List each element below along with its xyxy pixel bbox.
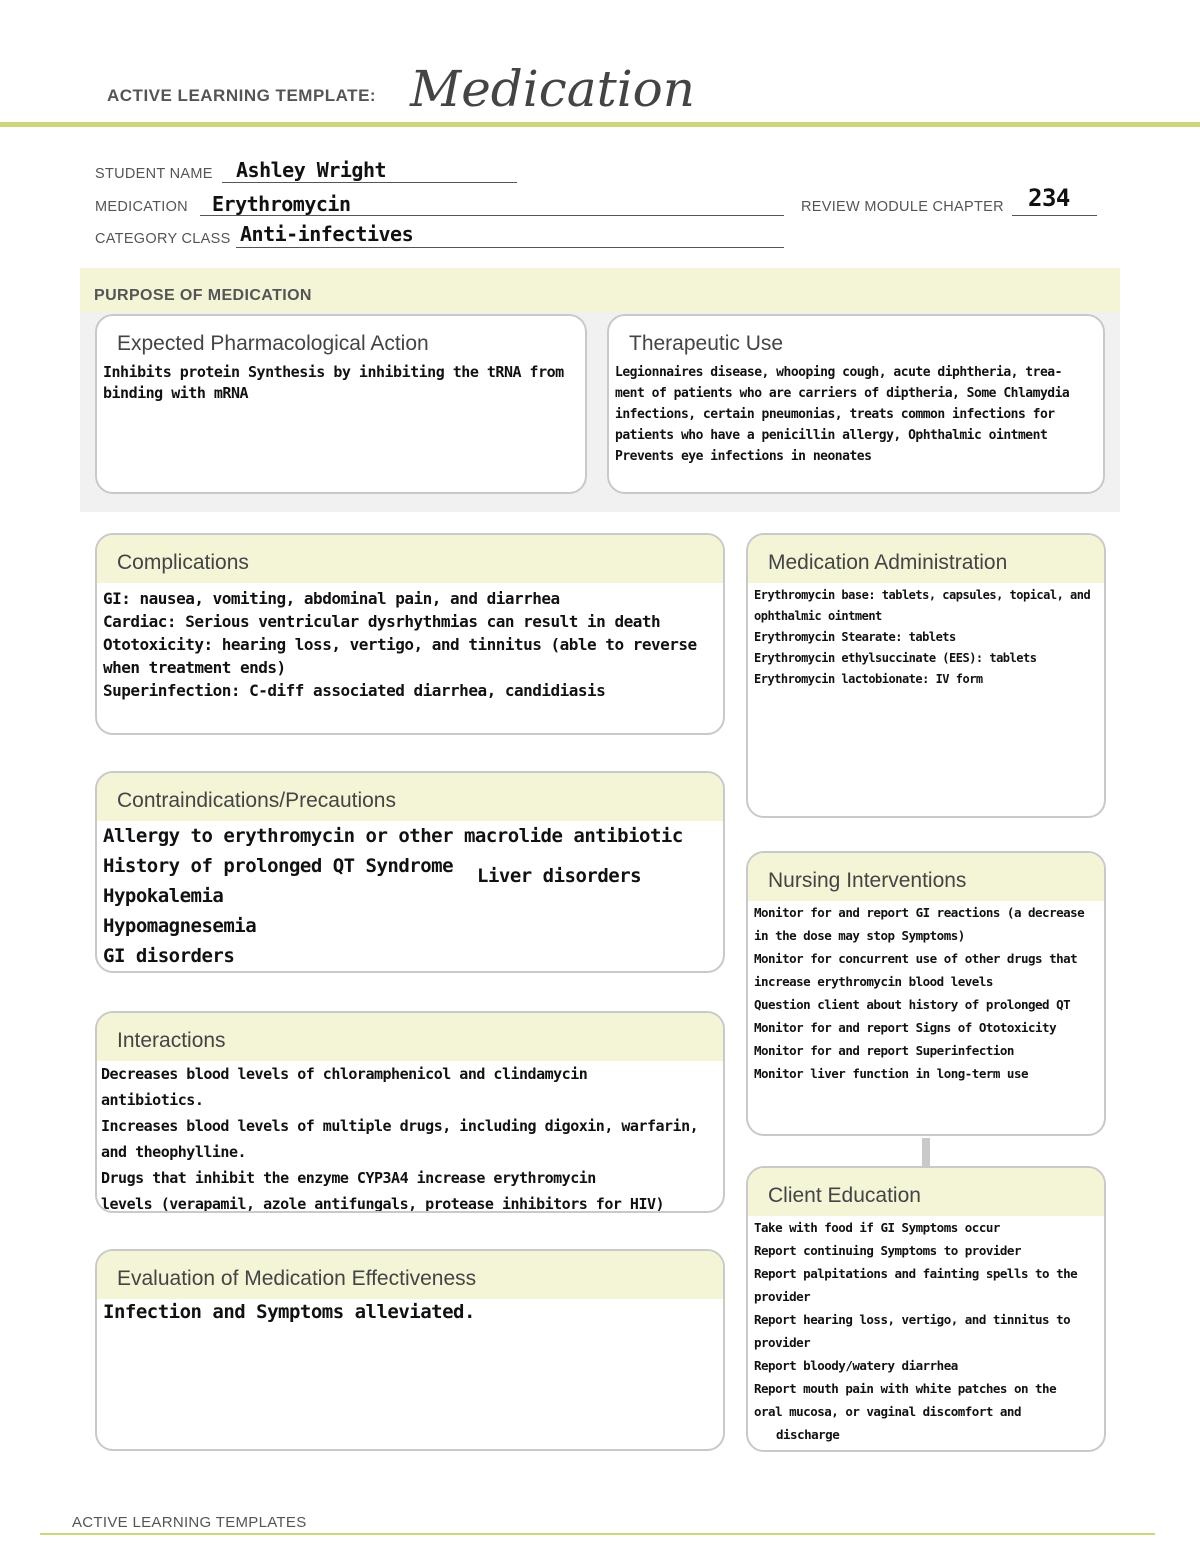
interactions-box[interactable] xyxy=(95,1011,725,1213)
text-line: when treatment ends) xyxy=(103,658,286,677)
text-line: Monitor for concurrent use of other drugs that xyxy=(754,951,1078,966)
text-line: in the dose may stop Symptoms) xyxy=(754,928,965,943)
text-line: binding with mRNA xyxy=(103,384,249,402)
evaluation-text xyxy=(103,1297,717,1327)
text-line: Cardiac: Serious ventricular dysrhythmias can result in death xyxy=(103,612,661,631)
text-line: increase erythromycin blood levels xyxy=(754,974,993,989)
review-chapter-line xyxy=(1012,215,1097,216)
text-line: Erythromycin Stearate: tablets xyxy=(754,630,956,644)
text-line: Monitor liver function in long-term use xyxy=(754,1066,1028,1081)
connector-bar xyxy=(922,1138,930,1166)
med-admin-text xyxy=(754,585,1098,690)
template-label: ACTIVE LEARNING TEMPLATE: xyxy=(107,86,377,105)
text-line: provider xyxy=(754,1335,811,1350)
contraindications-box[interactable] xyxy=(95,771,725,973)
text-line: Report mouth pain with white patches on the xyxy=(754,1381,1057,1396)
text-line: Monitor for and report GI reactions (a decrease xyxy=(754,905,1085,920)
text-line: Erythromycin lactobionate: IV form xyxy=(754,672,983,686)
therapeutic-use-title: Therapeutic Use xyxy=(629,332,784,355)
complications-title: Complications xyxy=(117,551,249,574)
category-label: CATEGORY CLASS xyxy=(95,231,231,247)
text-line: Erythromycin base: tablets, capsules, topical, and xyxy=(754,588,1091,602)
interactions-text xyxy=(101,1061,717,1213)
text-line: ment of patients who are carriers of diptheria, Some Chlamydia xyxy=(615,386,1070,401)
pharm-action-text xyxy=(103,362,579,404)
student-name-label: STUDENT NAME xyxy=(95,166,213,182)
text-line: Inhibits protein Synthesis by inhibiting the tRNA from xyxy=(103,363,564,381)
text-line: discharge xyxy=(776,1427,840,1442)
nursing-box[interactable] xyxy=(746,851,1106,1136)
medication-value[interactable]: Erythromycin xyxy=(212,192,351,216)
contraindications-title: Contraindications/Precautions xyxy=(117,789,396,812)
template-name: Medication xyxy=(410,60,695,118)
text-line: Decreases blood levels of chloramphenicol and clindamycin xyxy=(101,1065,588,1083)
header-divider xyxy=(0,122,1200,127)
student-name-line xyxy=(222,182,517,183)
text-line: antibiotics. xyxy=(101,1091,204,1109)
category-value[interactable]: Anti-infectives xyxy=(240,222,414,246)
text-line: oral mucosa, or vaginal discomfort and xyxy=(754,1404,1021,1419)
contraindications-text xyxy=(103,821,717,971)
text-line: Monitor for and report Superinfection xyxy=(754,1043,1014,1058)
med-admin-title: Medication Administration xyxy=(768,551,1008,574)
nursing-text xyxy=(754,901,1098,1085)
text-line: Monitor for and report Signs of Ototoxicity xyxy=(754,1020,1057,1035)
pharm-action-title: Expected Pharmacological Action xyxy=(117,332,429,355)
text-line: Erythromycin ethylsuccinate (EES): tablets xyxy=(754,651,1037,665)
text-line: Allergy to erythromycin or other macrolide antibiotic xyxy=(103,825,683,847)
pharm-action-box[interactable] xyxy=(95,314,587,494)
complications-box[interactable] xyxy=(95,533,725,735)
text-line: Report hearing loss, vertigo, and tinnitus to xyxy=(754,1312,1071,1327)
text-line: levels (verapamil, azole antifungals, protease inhibitors for HIV) xyxy=(101,1195,665,1213)
medication-label: MEDICATION xyxy=(95,199,188,215)
text-line: Hypomagnesemia xyxy=(103,915,257,937)
text-line: Report palpitations and fainting spells to the xyxy=(754,1266,1078,1281)
text-line: Hypokalemia xyxy=(103,885,224,907)
review-chapter-label: REVIEW MODULE CHAPTER xyxy=(801,199,1004,215)
complications-text xyxy=(103,587,717,702)
text-line: Increases blood levels of multiple drugs, including digoxin, warfarin, xyxy=(101,1117,699,1135)
med-admin-box[interactable] xyxy=(746,533,1106,818)
text-line: Report bloody/watery diarrhea xyxy=(754,1358,958,1373)
text-line: infections, certain pneumonias, treats common infections for xyxy=(615,407,1055,422)
evaluation-box[interactable] xyxy=(95,1249,725,1451)
text-line: Superinfection: C-diff associated diarrhea, candidiasis xyxy=(103,681,606,700)
purpose-title: PURPOSE OF MEDICATION xyxy=(94,287,312,304)
category-line xyxy=(236,247,784,248)
text-line: History of prolonged QT Syndrome xyxy=(103,855,454,877)
text-line: Report continuing Symptoms to provider xyxy=(754,1243,1021,1258)
text-line: and theophylline. xyxy=(101,1143,247,1161)
client-education-title: Client Education xyxy=(768,1184,921,1207)
text-line: Prevents eye infections in neonates xyxy=(615,449,872,464)
footer-divider xyxy=(40,1533,1155,1535)
evaluation-title: Evaluation of Medication Effectiveness xyxy=(117,1267,477,1290)
text-line: Question client about history of prolonged QT xyxy=(754,997,1071,1012)
text-line: Take with food if GI Symptoms occur xyxy=(754,1220,1000,1235)
text-line: GI: nausea, vomiting, abdominal pain, and diarrhea xyxy=(103,589,560,608)
footer-text: ACTIVE LEARNING TEMPLATES xyxy=(72,1514,307,1531)
interactions-title: Interactions xyxy=(117,1029,226,1052)
nursing-title: Nursing Interventions xyxy=(768,869,967,892)
text-line: provider xyxy=(754,1289,811,1304)
text-line: patients who have a penicillin allergy, Ophthalmic ointment xyxy=(615,428,1048,443)
contraindications-side-note: Liver disorders xyxy=(477,865,642,887)
text-line: Infection and Symptoms alleviated. xyxy=(103,1301,475,1323)
text-line: ophthalmic ointment xyxy=(754,609,882,623)
text-line: Ototoxicity: hearing loss, vertigo, and tinnitus (able to reverse xyxy=(103,635,697,654)
text-line: Drugs that inhibit the enzyme CYP3A4 increase erythromycin xyxy=(101,1169,596,1187)
student-name-value[interactable]: Ashley Wright xyxy=(236,158,387,182)
text-line: Legionnaires disease, whooping cough, acute diphtheria, trea- xyxy=(615,365,1062,380)
therapeutic-use-text xyxy=(615,362,1097,467)
text-line: GI disorders xyxy=(103,945,235,967)
therapeutic-use-box[interactable] xyxy=(607,314,1105,494)
client-education-text xyxy=(754,1216,1098,1446)
review-chapter-value[interactable]: 234 xyxy=(1028,184,1070,212)
client-education-box[interactable] xyxy=(746,1166,1106,1452)
